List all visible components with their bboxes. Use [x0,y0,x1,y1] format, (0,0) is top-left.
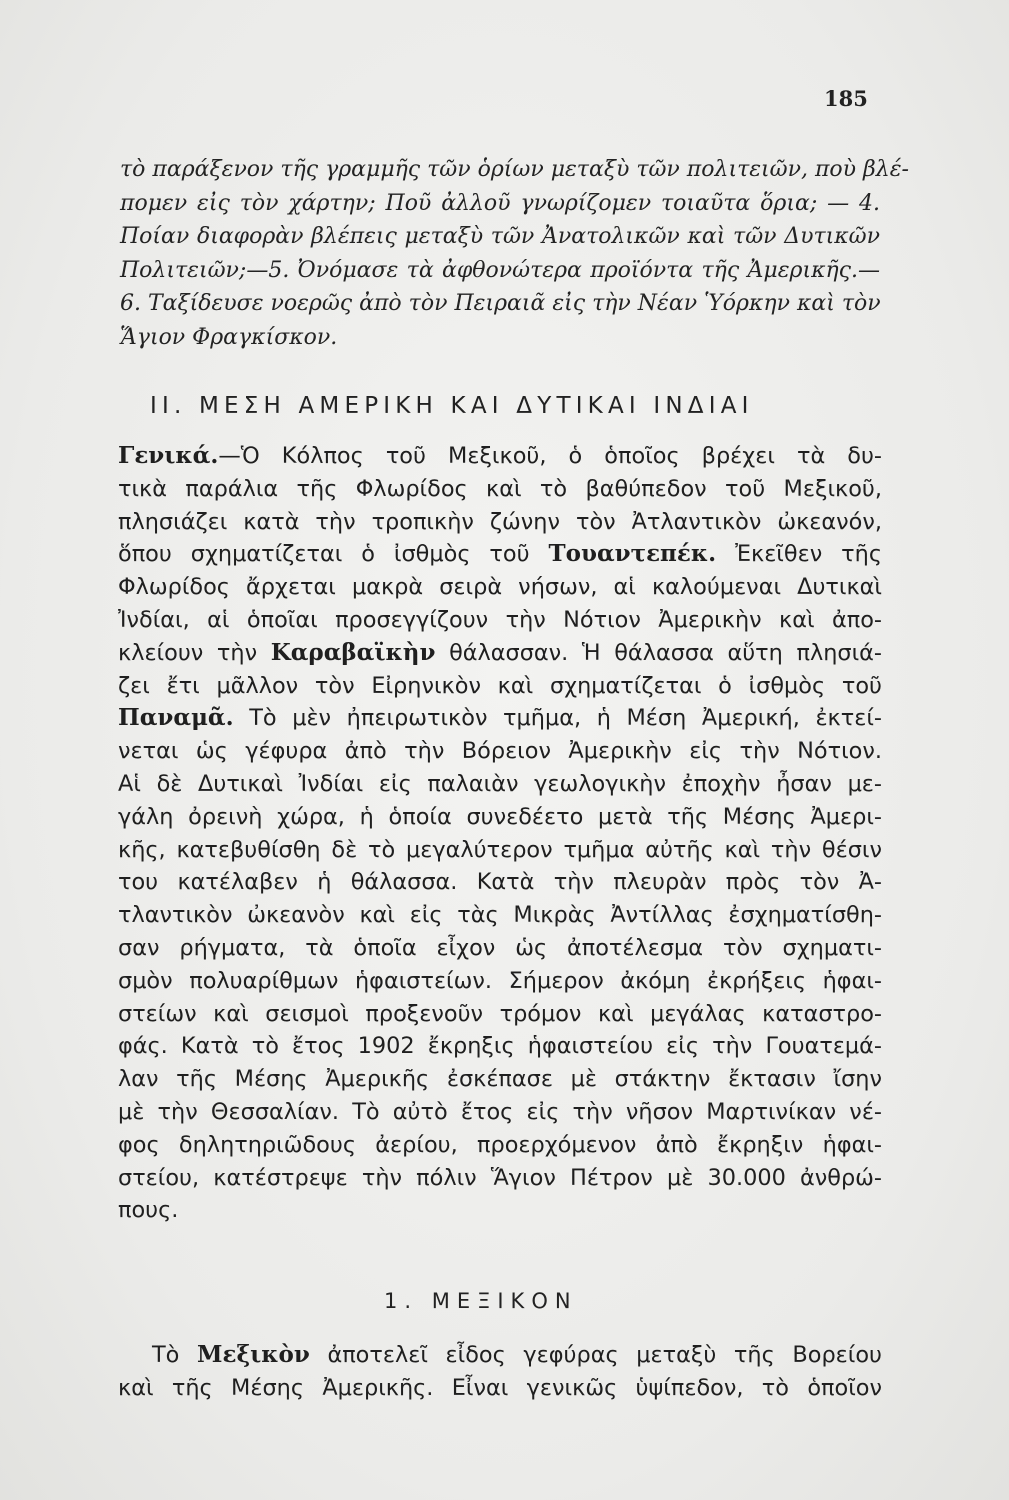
text-line: τικὰ παράλια τῆς Φλωρίδος καὶ τὸ βαθύπεδον τοῦ Μεξικοῦ, [118,475,882,502]
text-line: κῆς, κατεβυθίσθη δὲ τὸ μεγαλύτερον τμῆμα αὐτῆς καὶ τὴν θέσιν [118,836,882,863]
text-line: στείου, κατέστρεψε τὴν πόλιν Ἅγιον Πέτρον μὲ 30.000 ἀνθρώ- [118,1164,882,1191]
text-line: Φλωρίδος ἄρχεται μακρὰ σειρὰ νήσων, αἱ καλούμεναι Δυτικαὶ [118,574,882,601]
text-span: Ἐκεῖθεν τῆς [735,541,882,568]
text-span: Τὸ [152,1342,180,1368]
text-span: —Ὁ Κόλπος τοῦ Μεξικοῦ, ὁ ὁποῖος βρέχει τὰ δυ- [218,443,882,469]
text-line: Αἱ δὲ Δυτικαὶ Ἰνδίαι εἰς παλαιὰν γεωλογικὴν ἐποχὴν ἦσαν με- [118,770,882,797]
bold-term: Παναμᾶ. [118,704,234,732]
text-line: Ἰνδίαι, αἱ ὁποῖαι προσεγγίζουν τὴν Νότιον Ἀμερικὴν καὶ ἀπο- [118,606,882,633]
text-span: ἀποτελεῖ εἶδος γεφύρας μεταξὺ τῆς Βορείου [327,1342,882,1368]
bold-term: Μεξικὸν [197,1341,310,1368]
questions-line: 6. Ταξίδευσε νοερῶς ἀπὸ τὸν Πειραιᾶ εἰς τὴν Νέαν Ὑόρκην καὶ τὸν [120,291,881,317]
questions-line: τὸ παράξενον τῆς γραμμῆς τῶν ὁρίων μεταξὺ τῶν πολιτειῶν, ποὺ βλέ- [120,157,909,182]
text-line [118,702,882,735]
text-line: νεται ὡς γέφυρα ἀπὸ τὴν Βόρειον Ἀμερικὴν εἰς τὴν Νότιον. [118,738,882,765]
text-line: μὲ τὴν Θεσσαλίαν. Τὸ αὐτὸ ἔτος εἰς τὴν νῆσον Μαρτινίκαν νέ- [118,1098,882,1125]
text-span: θάλασσαν. Ἡ θάλασσα αὕτη πλησιά- [449,639,882,666]
section-heading: II. ΜΕΣΗ ΑΜΕΡΙΚΗ ΚΑΙ ΔΥΤΙΚΑΙ ΙΝΔΙΑΙ [150,393,754,419]
text-line: φος δηλητηριῶδους ἀερίου, προερχόμενον ἀπὸ ἔκρηξιν ἡφαι- [118,1131,882,1158]
questions-line: Πολιτειῶν;—5. Ὀνόμασε τὰ ἀφθονώτερα προϊόντα τῆς Ἀμερικῆς.— [120,257,880,283]
text-line: ζει ἔτι μᾶλλον τὸν Εἰρηνικὸν καὶ σχηματίζεται ὁ ἰσθμὸς τοῦ [118,672,882,699]
text-line: στείων καὶ σεισμοὶ προξενοῦν τρόμον καὶ μεγάλας καταστρο- [118,1000,882,1027]
questions-line: πομεν εἰς τὸν χάρτην; Ποῦ ἀλλοῦ γνωρίζομεν τοιαῦτα ὅρια; — 4. [120,190,880,216]
body-paragraph-general [118,440,882,1227]
text-span: Τὸ μὲν ἠπειρωτικὸν τμῆμα, ἡ Μέση Ἀμερική, ἐκτεί- [249,705,882,732]
review-questions [120,153,909,355]
text-line [118,1338,882,1372]
text-line: σαν ρήγματα, τὰ ὁποῖα εἶχον ὡς ἀποτέλεσμα τὸν σχηματι- [118,934,882,961]
bold-term: Γενικά. [118,442,219,469]
text-line: λαν τῆς Μέσης Ἀμερικῆς ἐσκέπασε μὲ στάκτην ἔκτασιν ἴσην [118,1066,882,1093]
questions-line: Ποίαν διαφορὰν βλέπεις μεταξὺ τῶν Ἀνατολικῶν καὶ τῶν Δυτικῶν [120,224,880,250]
subsection-heading: 1. ΜΕΞΙΚΟΝ [384,1289,578,1313]
text-line [118,440,882,473]
text-line: πους. [118,1197,179,1224]
text-line: σμὸν πολυαρίθμων ἡφαιστείων. Σήμερον ἀκόμη ἐκρήξεις ἡφαι- [118,967,882,994]
body-paragraph-mexico [118,1338,882,1405]
bold-term: Τουαντεπέκ. [548,540,717,568]
text-line: τλαντικὸν ὠκεανὸν καὶ εἰς τὰς Μικρὰς Ἀντίλλας ἐσχηματίσθη- [118,902,882,929]
text-line: πλησιάζει κατὰ τὴν τροπικὴν ζώνην τὸν Ἀτλαντικὸν ὠκεανόν, [118,508,882,535]
text-line: γάλη ὀρεινὴ χώρα, ἡ ὁποία συνεδέετο μετὰ τῆς Μέσης Ἀμερι- [118,803,882,830]
text-line [118,637,882,670]
text-line [118,538,882,571]
questions-line: Ἅγιον Φραγκίσκον. [120,324,338,350]
text-line: καὶ τῆς Μέσης Ἀμερικῆς. Εἶναι γενικῶς ὑψίπεδον, τὸ ὁποῖον [118,1375,882,1401]
text-line: του κατέλαβεν ἡ θάλασσα. Κατὰ τὴν πλευρὰν πρὸς τὸν Ἀ- [118,869,882,896]
page-number: 185 [824,86,868,111]
text-span: ὅπου σχηματίζεται ὁ ἰσθμὸς τοῦ [118,541,530,568]
text-span: κλείουν τὴν [118,639,258,666]
text-line: φάς. Κατὰ τὸ ἔτος 1902 ἔκρηξις ἡφαιστείου εἰς τὴν Γουατεμά- [118,1033,882,1060]
bold-term: Καραβαϊκὴν [270,638,436,666]
